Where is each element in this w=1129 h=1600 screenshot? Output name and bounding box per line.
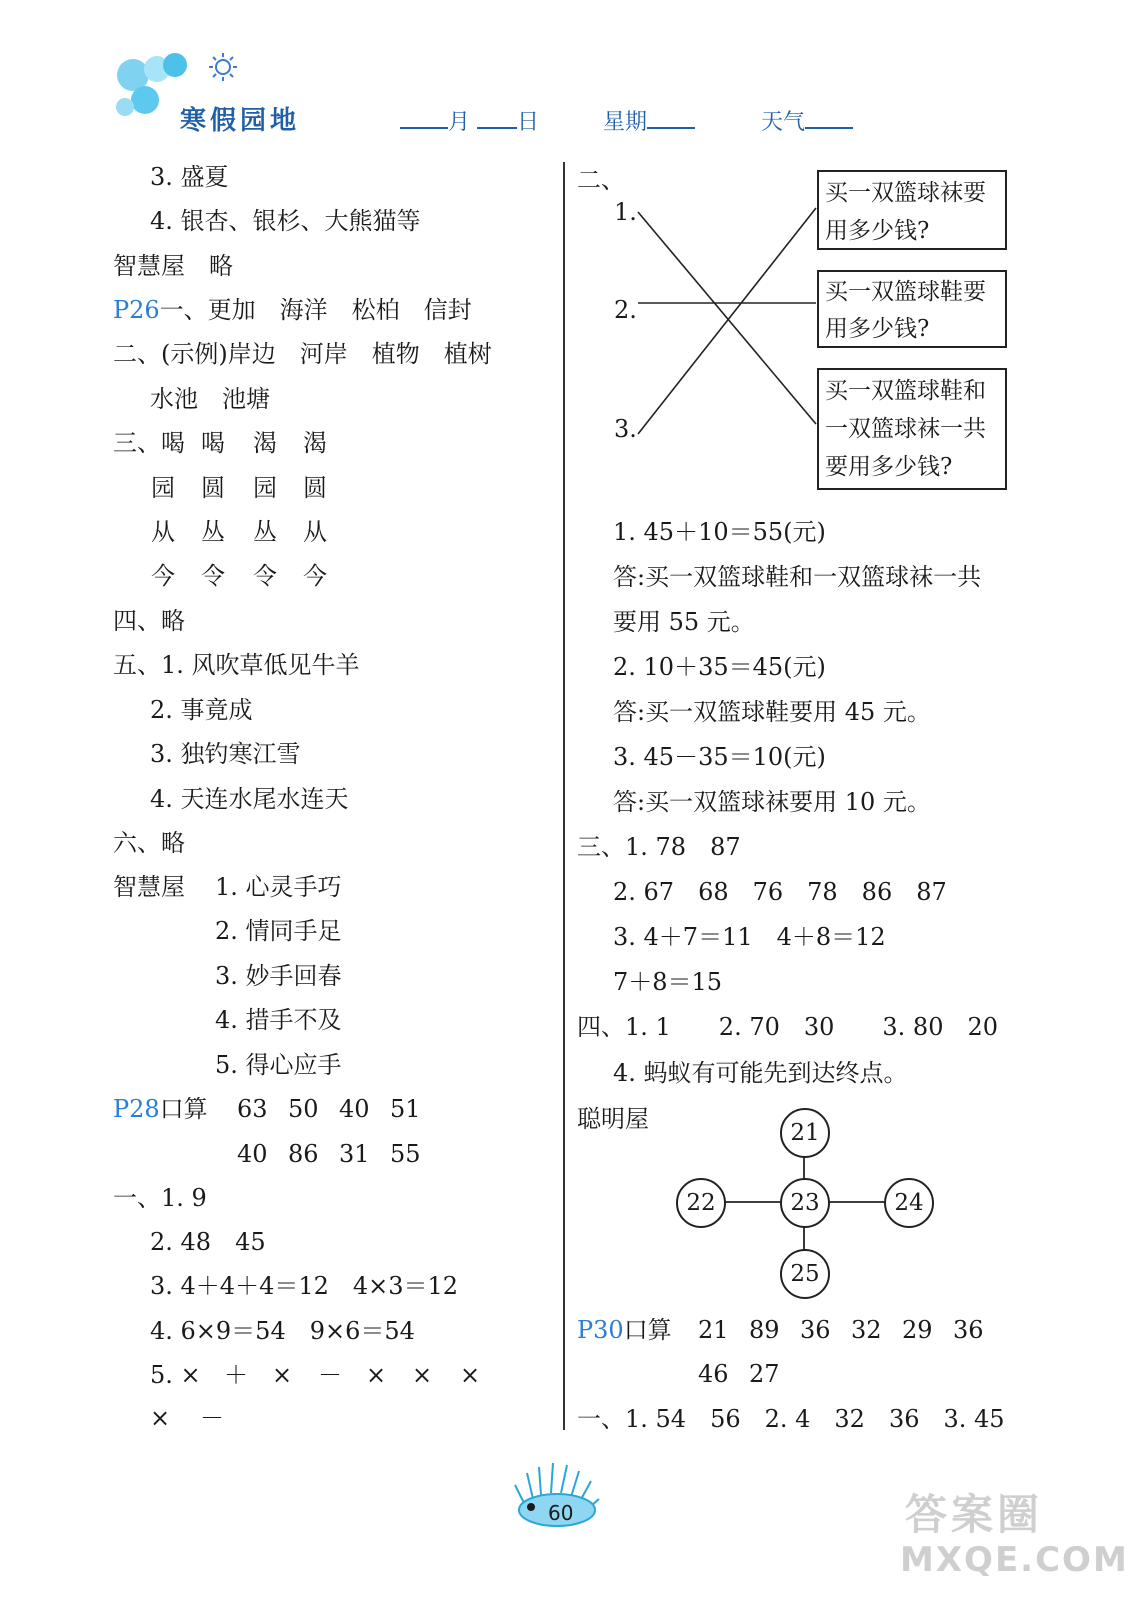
box-line: 一双篮球袜一共 [825,416,986,442]
symbol-cell: ＋ [224,1361,248,1389]
left-line-23: 一、1. 9 [113,1184,207,1212]
p28-row-1 [237,1094,421,1124]
right-line-12: 四、1. 1 2. 70 30 3. 80 20 [577,1013,999,1041]
circle-center: 23 [780,1178,830,1228]
char-row-2 [151,473,327,503]
right-line-5: 答:买一双篮球鞋要用 45 元。 [613,698,931,726]
char-cell: 渴 [303,429,327,457]
left-line-12: 五、1. 风吹草低见牛羊 [113,651,360,679]
left-line-3: 智慧屋 略 [113,252,233,280]
number-cell: 21 [698,1316,729,1344]
right-line-13: 4. 蚂蚁有可能先到达终点。 [613,1059,908,1087]
right-line-2: 答:买一双篮球鞋和一双篮球袜一共 [613,563,982,591]
left-line-24: 2. 48 45 [150,1228,266,1256]
matching-lines [630,200,820,440]
char-cell: 三、喝 [113,429,185,457]
char-row-1 [113,428,327,458]
weather-blank [805,109,853,129]
day-label: 日 [517,110,540,135]
p30-row-2 [698,1359,780,1389]
match-left-3: 3. [614,415,637,443]
left-line-14: 3. 独钓寒江雪 [150,740,301,768]
page-title: 寒假园地 [180,106,301,136]
p26-line [113,295,472,325]
zhihui-item-4: 4. 措手不及 [215,1006,342,1034]
box-line: 买一双篮球袜要 [825,180,986,206]
column-divider [563,162,565,1430]
weather-label: 天气 [761,110,806,135]
symbol-cell: － [318,1361,342,1389]
right-line-7: 答:买一双篮球袜要用 10 元。 [613,788,931,816]
char-cell: 丛 [253,518,277,546]
zhihui-item-2: 2. 情同手足 [215,917,342,945]
symbol-cell: － [200,1404,224,1432]
week-blank [647,109,695,129]
symbol-cell: × [272,1361,293,1389]
symbol-cell: × [412,1361,433,1389]
left-line-13: 2. 事竟成 [150,696,253,724]
right-line-6: 3. 45－35＝10(元) [613,743,826,771]
match-box-3 [817,368,1007,490]
match-left-1: 1. [614,198,637,226]
char-cell: 喝 [201,429,225,457]
number-cell: 36 [800,1316,831,1344]
number-cell: 86 [288,1140,319,1168]
p30-label: 口算 [623,1316,672,1344]
p28-line [113,1094,208,1124]
right-line-11: 7＋8＝15 [613,968,723,996]
month-label: 月 [448,110,471,135]
left-line-5: 二、(示例)岸边 河岸 植物 植树 [113,340,492,368]
right-line-9: 2. 67 68 76 78 86 87 [613,878,947,906]
left-line-16: 六、略 [113,829,185,857]
zhihui-label: 智慧屋 [113,873,185,901]
number-cell: 46 [698,1360,729,1388]
char-row-3 [151,517,327,547]
char-cell: 园 [151,474,175,502]
right-line-1: 1. 45＋10＝55(元) [613,518,826,546]
char-row-4 [151,561,327,591]
circle-right: 24 [884,1178,934,1228]
number-cell: 29 [902,1316,933,1344]
number-cell: 31 [339,1140,370,1168]
box-line: 买一双篮球鞋要 [825,279,986,305]
right-line-3: 要用 55 元。 [613,608,755,636]
right-line-4: 2. 10＋35＝45(元) [613,653,826,681]
box-line: 要用多少钱? [825,454,953,480]
left-line-15: 4. 天连水尾水连天 [150,785,349,813]
zhihui-item-5: 5. 得心应手 [215,1051,342,1079]
char-cell: 园 [253,474,277,502]
symbol-row-2 [150,1403,224,1433]
right-line-last: 一、1. 54 56 2. 4 32 36 3. 45 [577,1405,1005,1433]
zhihui-item-3: 3. 妙手回春 [215,962,342,990]
zhihui-item-1: 1. 心灵手巧 [215,873,342,901]
left-line-25: 3. 4＋4＋4＝12 4×3＝12 [150,1272,459,1300]
left-line-11: 四、略 [113,607,185,635]
box-line: 用多少钱? [825,316,930,342]
number-cell: 55 [390,1140,421,1168]
char-cell: 令 [253,562,277,590]
section-2-label: 二、 [577,166,625,194]
match-box-1 [817,170,1007,250]
number-cell: 40 [237,1140,268,1168]
circle-bottom: 25 [780,1249,830,1299]
number-cell: 89 [749,1316,780,1344]
number-cell: 32 [851,1316,882,1344]
left-line-6: 水池 池塘 [150,385,270,413]
symbol-cell: × [150,1404,171,1432]
month-blank [400,109,448,129]
week-label: 星期 [603,110,648,135]
p30-row-1 [698,1315,984,1345]
char-cell: 渴 [253,429,277,457]
right-line-10: 3. 4＋7＝11 4＋8＝12 [613,923,886,951]
number-cell: 50 [288,1095,319,1123]
char-cell: 从 [151,518,175,546]
symbol-row-1 [150,1360,480,1390]
right-line-8: 三、1. 78 87 [577,833,741,861]
p28-label: 口算 [159,1095,208,1123]
circle-left: 22 [676,1178,726,1228]
number-cell: 40 [339,1095,370,1123]
char-cell: 圆 [303,474,327,502]
number-cell: 36 [953,1316,984,1344]
left-line-26: 4. 6×9＝54 9×6＝54 [150,1317,415,1345]
circle-top: 21 [780,1108,830,1158]
symbol-cell: × [366,1361,387,1389]
char-cell: 从 [303,518,327,546]
char-cell: 今 [151,562,175,590]
day-blank [477,109,517,129]
number-cell: 63 [237,1095,268,1123]
page-ref-p30: P30 [577,1316,624,1344]
number-cell: 27 [749,1360,780,1388]
page-ref-p26: P26 [113,296,160,324]
watermark-logo: 答案圈 [905,1490,1044,1539]
p30-line [577,1315,672,1345]
box-line: 买一双篮球鞋和 [825,378,986,404]
watermark-url: MXQE.COM [900,1540,1129,1580]
symbol-cell: × [460,1361,481,1389]
char-cell: 今 [303,562,327,590]
number-cell: 51 [390,1095,421,1123]
char-cell: 丛 [201,518,225,546]
match-box-2 [817,270,1007,348]
char-cell: 圆 [201,474,225,502]
match-left-2: 2. [614,296,637,324]
p28-row-2 [237,1139,421,1169]
date-fields [400,105,853,136]
page-ref-p28: P28 [113,1095,160,1123]
box-line: 用多少钱? [825,218,930,244]
p26-answers: 一、更加 海洋 松柏 信封 [159,296,472,324]
char-cell: 令 [201,562,225,590]
cong-label: 聪明屋 [577,1105,649,1133]
left-line-1: 3. 盛夏 [150,163,229,191]
symbol-cell: 5. × [150,1361,201,1389]
left-line-2: 4. 银杏、银杉、大熊猫等 [150,207,421,235]
page-number: 60 [548,1501,574,1525]
